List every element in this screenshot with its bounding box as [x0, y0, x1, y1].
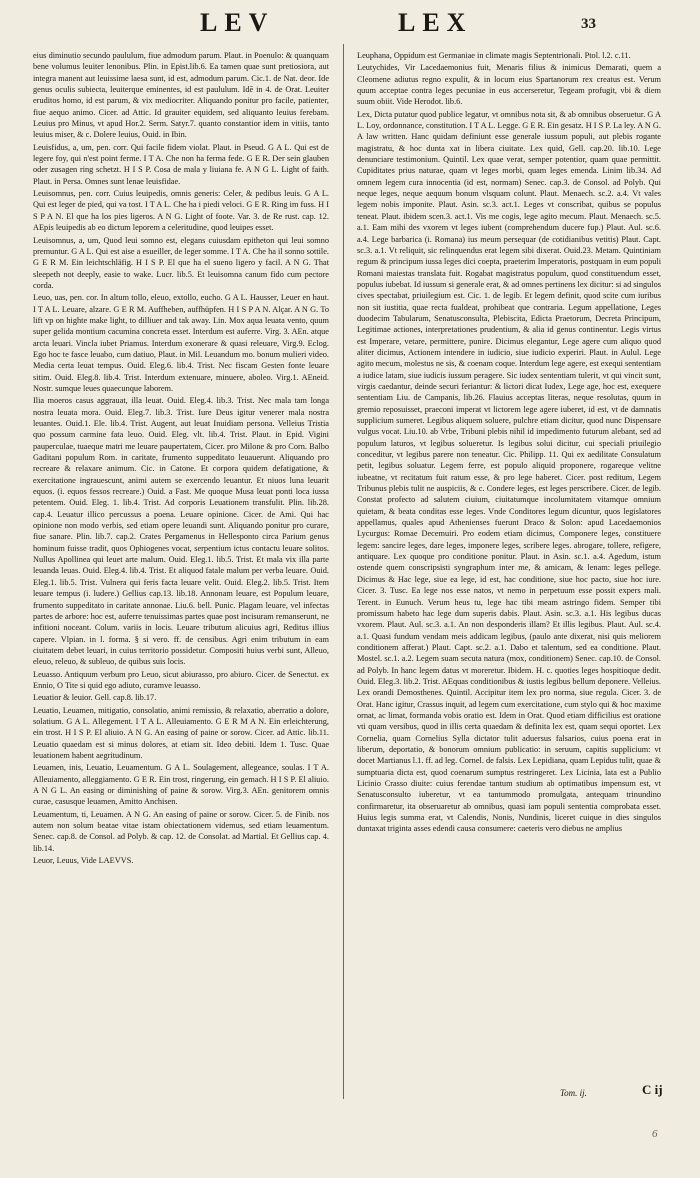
- dictionary-entry: Leuamen, inis, Leuatio, Leuamentum. G A L. Soulagement, allegeance, soulas. I T A. Alleuiamento, alleggiamento. G E R. Ein trost, ringerung, ein gemach. H I S P. El aliuio. A N G L. An easing or diminishing of paine & sorow. Virg.3. AEn. genitorem omnis curae, casusque leuamen, Amitto Anchisen.: [33, 763, 329, 807]
- right-column: [357, 50, 661, 836]
- dictionary-entry: Leutychides, Vir Lacedaemonius fuit, Menaris filius & inimicus Demarati, quem a Cleomene adiutus regno expulit, & in locum eius Spartanorum rex creatus est. Verum quum acceptae contra leges pecuniae in eus accerseretur, Tegeam profugit, vbi & diem suum obiit. Vide Herodot. lib.6.: [357, 63, 661, 107]
- page-header: [0, 8, 700, 40]
- dictionary-entry: eius diminutio secundo paululum, fiue admodum parum. Plaut. in Poenulo: & quanquam bene volumus leuiter lenonibus. Plin. in Epist.lib.6. Ea tamen quae sunt pretiosiora, aut integra manent aut leuissime laesa sunt, id est, admodum parum. Cic.1. de Nat. deor. Ide genus oculis subiecta, leuiterque eminentes, id est paululum. Idē in 4. de Orat. Leuiter eruditos homo, id est parum, & vix mediocriter. Aliquando ponitur pro facile, patienter, fiue aequo animo. Cicer. ad Attic. Id grauiter equidem, sed aliquanto leuius ferebam. Leuius pro Minus, vt apud Hor.2. Serm. Satyr.7. quanto constantior idem in vitiis, tanto leuius miser, & c. Dolere leuius, Ouid. in Ibin.: [33, 51, 329, 140]
- dictionary-entry: Leuisomnus, a, um, Quod leui somno est, elegans cuiusdam epitheton qui leui somno premuntur. G A L. Qui est aise a esueiller, de leger somme. I T A. Che ha il sonno sottile. G E R M. Ein leichtschläfig. H I S P. El que ha el sueno ligero y facil. A N G. That sleepeth not deeply, easie to wake. Lucr. lib.5. Et leuisomna canum fido cum pectore corda.: [33, 235, 329, 290]
- signature-mark: C ij: [642, 1082, 663, 1097]
- column-rule: [343, 44, 344, 1099]
- dictionary-entry: Leuasso. Antiquum verbum pro Leuo, sicut abiurasso, pro abiuro. Cicer. de Senectut. ex Ennio, O Tite si quid ego adiuto, curamve leuasso.: [33, 669, 329, 690]
- left-column: [33, 50, 329, 867]
- running-head-left: LEV: [200, 8, 275, 37]
- running-head-right: LEX: [398, 8, 473, 37]
- dictionary-entry: Leuo, uas, pen. cor. In altum tollo, eleuo, extollo, eucho. G A L. Hausser, Leuer en haut. I T A L. Leuare, alzare. G E R M. Auffheben, auffhüpfen. H I S P A N. Alçar. A N G. To lift vp on highte make light, to dilliuer and tak away. Lin. Mox aqua leuata vento, quum super gelida montium cacumina concreta esset. Interdum est auferre. Virg. 3. AEn. atque arcta leuari. Vincla iubet Priamus. Interdum exonerare & quasi releuare, Virg.9. Eclog. Ego hoc te fasce leuabo, cum datiuo, Plaut. in Mil. Leuandum mo. bonum mulieri video. Media certa leuat tempus. Ouid. Eleg.6. lib.4. Trist. Nec fiscam Gesten fonte leuare sitim. Ouid. Eleg.8. lib.4. Trist. Interdum extenuare, minuere, aboleo. Virg.1. AEneid. Nostr. sumque leues quaecunque laborem.: [33, 293, 329, 393]
- volume-label: Tom. ij.: [560, 1088, 587, 1098]
- page-number: 33: [581, 16, 596, 32]
- page-footer: [0, 1082, 700, 1108]
- dictionary-entry: Leuisomnus, pen. corr. Cuius leuipedis, omnis generis: Celer, & pedibus leuis. G A L. Qui est leger de pied, qui va tost. I T A L. Che ha i piedi veloci. G E R. Ring im fuss. H I S P A N. El que ha los pies ligeros. A N G. Light of foote. Var. 3. de Re rust. cap. 12. AEpis leuipedis ab eo dictum leporem a celeritudine, quod leuipes esset.: [33, 189, 329, 233]
- dictionary-entry: Leuisfidus, a, um, pen. corr. Qui facile fidem violat. Plaut. in Pseud. G A L. Qui est de legere foy, qui n'est point ferme. I T A. Che non ha ferma fede. G E R. Der sein glauben oder zusagen ring schetzt. H I S P. Cosa de mala y liuiana fe. A N G L. Light of faith. Plaut. in Persa. Omnes sunt lenae leuisfidae.: [33, 142, 329, 186]
- dictionary-entry: Lex, Dicta putatur quod publice legatur, vt omnibus nota sit, & ab omnibus obseruetur. G A L. Loy, ordonnance, constitution. I T A L. Legge. G E R. Ein gesatz. H I S P. La ley. A N G. A law written. Hanc quidam definiunt esse generale iussum populi, aut plebis rogante magistratu, & hoc dunta xat in libera ciuitate. Lex quid, Gell. cap.20. lib.10. Lege denunciare testimonium. Quintil. Lex quae verat, semper potentior, quam quae permittit. Cupiditates prius naturae, quam vt leges morbi, quam leges emenda. Linim lib.34. Ad omnem legem cura innocentia (id est, normam) Senec. cap.3. de Consol. ad Polyb. Qui neque leges, neque aequum bonum vlsquam colunt. Plaut. Menaech. sc.2. a.4. Vt vales legem nobis imponite. Plaut. Asin. sc.3. act.1. Leges vt conscribat, quibus se populus teneat. Plaut. ibidem scen.3. act.1. Vis me cogis, lege agito mecum. Plaut. Menaech. sc.5. a.1. Eam mihi des vxorem vt leges iubent (comprehendum ducere fup.) Plaut. Aul. sc.6. a.4. Lege barbarica (i. Romana) ius meum persequar (de cotidianibus vetitis) Plaut. Capt. sc.3. a.1. Vt reliquit, sic relinquendus erat legem sibi dixerat. Ouid.23. Metam. Quintiniam regum & principum iussa leges dici coepta, praeterim Imperatoris, postquam in eum populi Romani maiestas translata fuit. Rogabat magistratus populum, quod constituendum esset, populus iubebat. Id iussum si generale erat, & ad omnes pertinens lex dicitur: si ad singulos cives spectabat, priuilegium est. Cic. 1. de legib. Et legem definit, quod scite cum iuribus non sit iustitia, quae recta fualdeat, prohibeat que contraria. Legum appellatione, Leges duodecim Tabularum, Senatusconsulta, Plebiscita, Edicta Praetorum, Decreta Principum, Legitimae actiones, interpretationes prudentium, & alia id genus continentur. Legis virtus est Imperare, vetare, permittere, punire. Dicimus elegantur, Lege agere cum aliquo quod aliter dicimus, Actionem intendere in iudicio, siue iudicio experiri. Plaut. in Aulul. Lege agito mecum, molestus ne sis, & coenam coque. Interdum lege agere, est exequi sententiam a iudice latam, siue iudicis iussum peragere. Sic iudex sententiam tulerit, vt qui vincit sunt, virgis caedantur, deinde securi feriantur: & lictori dicat Iudex, Lege age, hoc est, exequere sententiam Liu. de Campanis, lib.26. Flauius acceptas literas, neque resolutas, quum in gremio reposuisset, praeconi imperat vt lictorem lege agere iuberet, id est, vt de damnatis supplicium sumeret. Legibus aliquem soluere, pulchre etiam dicitur, quod nunc Dispensare vulgus vocat. Liu.10. ab Vrbe, Tribuni plebis nihil id impedimento futurum alebant, sed ad populum laturos, vt legibus solueretur. Is legibus solui dicitur, cui speciali priuilegio conceditur, vt legibus parere non teneatur. Cic. Philipp. 11. Qui ex aedilitate Consulatum petit, legibus soluatur. Legem ferre, est populo aliquid proponere, rogareque velitne iubeatne, vt recitatum fuit ratum esse, & pro lege haberet. Cicer. post reditum, Legem Tribunus plebis tulit ne auspiciis, & c. Condere leges, est leges perscribere. Cicer. de legib. Constat profecto ad salutem ciuium, ciuitatumque incolumitatem vitamque omnium quietam, & beata conditas esse leges. Vnde Conditores legum dicuntur, quos legislatores appellamus, quales apud Athenienses fuerunt Draco & Solon: apud Lacedaemonios Lycurgus: Romae Decemuiri. Pro eodem etiam dicimus, Componere leges, constituere legem: sancire leges, dare leges, imponere leges, scribere leges. abrogare, tollere, refigere, antiquare. Lex quoque pro conditione ponitur. Plaut. in Asin. sc.1. a.4. Agedum, istum ostende quem conscripsisti syngraphum inter me, & amicam, & lenam: leges pellege. Dicimus & Hac lege, siue ea lege, id est, hac conditione, siue hoc pacto, siue hoc iure. Cicer. 3. Tusc. Ea lege nos esse natos, vt nemo in perpetuum esse possit expers mali. Terent. in Eunuch. Verum heus tu, lege hac tibi meam astringo fidem. Semper tibi promissum habeto hac lege dum superis dabis. Plaut. Asin. sc.3. a.1. His legibus ducas vxorem. Plaut. Aul. sc.3. a.1. An non desponderis illam? Et illis legibus. Plaut. Aul. sc.4. a.1. Quasi fundum vendam meis addicam legibus, (paulo ante dixerat, nisi quis meliorem conditionem afferat.) Plaut. Capt. sc.2. a.1. Dabo et talentum, sed ea conditione. Plaut. Mostel. sc.1. a.2. Legem suam secuta natura (mox, conditionem) Senec. cap.10. de Consol. ad Polyb. In hanc legem datus vt moreretur. Ibidem. H. c. quoties leges hospitioque dedit. Ouid. Eleg.3. lib.2. Trist. AEquas conditionibus & iustis legibus bellum deponere. Velleius. Lex orandi Demosthenes. Quintil. Accipitur item lex pro norma, siue regula. Cicer. 3. de Orat. Hanc igitur, Crassus inquit, ad legem cum exercitatione, cum stylo qui & hoc maxime ornat, ac limat, formanda vobis oratio est. Idem in Orat. Quod etiam difficilius est oratione vti quam versibus, quod in illis certa quaedam & definita lex est, quam sequi oportet. Lex Cornelia, quam Cornelius Sylla dictator tulit aduersus falsarios, cuius poena erat in liberum, deportatio, & bonorum omnium publicatio: in seruum, capitis supplicium: vt docet Martianus l.1. ff. ad leg. Cornel. de falsis. Lex Lepidiana, quam Lepidus tulit, quae & sumptuaria dicta est, quod coenarum sumptus restringeret. Lex Licinia, lata est a Publio Licinio Crasso diuite: cuius ferendae tantum studium ab optimatibus impensum est, vt Senatusconsulto iuberetur, vt ea tantummodo promulgata, antequam trinundino confirmaretur, ita obseruaretur ab omnibus, quasi iam populi sententia comprobata esset. Huius legis summa erat, vt Calendis, Nonis, Nundinis, liceret cuique in dies singulos duntaxat triginta asses edendi causa consumere: caeteris vero diebus ne amplius: [357, 109, 661, 834]
- dictionary-entry: Leuor, Leuus, Vide LAEVVS.: [33, 856, 134, 866]
- dictionary-entry: Leuatio, Leuamen, mitigatio, consolatio, animi remissio, & relaxatio, aberratio a dolore, solatium. G A L. Allegement. I T A L. Alleuiamento. G E R M A N. Ein erleichterung, ein trost. H I S P. El aliuio. A N G. An easing of paine or sorow. Cicer. ad Attic. lib.11. Leuatio quaedam est si minus dolores, at etiam sit. Ideo debiti. Idem 1. Tusc. Quae leuationem habent aegritudinum.: [33, 705, 329, 760]
- margin-annotation: 6: [652, 1128, 658, 1140]
- dictionary-entry: Leuphana, Oppidum est Germaniae in climate magis Septentrionali. Ptol. l.2. c.11.: [357, 51, 631, 60]
- dictionary-entry: Leuatior & leuior. Gell. cap.8. lib.17.: [33, 693, 157, 703]
- dictionary-entry: Ilia moeros casus aggrauat, illa leuat. Ouid. Eleg.4. lib.3. Trist. Nec mala tam longa nostra leuata mora. Ouid. Eleg.7. lib.3. Trist. Iure Deus igitur venerer mala nostra leuantes. Ouid.1. Ele. lib.4. Trist. Augent, aut leuat Inuidiam persona. Velleius Tristia quo possum carmine fata leuo. Ouid. Eleg. vlt. lib.4. Trist. Plaut. in Epid. Vigini pauperculae, tuaeque matri me leuare paupertatem, Cicer. pro Milone & pro Corn. Balbo Gaditani populum Rom. in caritate, frumento suppeditato leuauerunt. Aliquando pro recreare & relaxare animum. Cic. in Catone. Et corpora quidem defatigatione, & exercitatione ingrauescunt, animi autem se exercendo leuantur. Et niuos luna leuarit equos. (i. equos fessos recreare.) Ouid. a Fast. Me quoque Musa leuat ponti loca iussa petentem. Ouid. Eleg. 1. lib.4. Trist. Ad corporis Leuationem transfulit. Plin. lib.28. cap.4. Leuatur illico percussus a poena. Leuare opinione. Cicer. de Ami. Qui hac opinione non modo verbis, sed etiam opere leuandi sunt. Aliquando ponitur pro curare, fiue sanare. Plin. lib.7. cap.2. Crates Pergamenus in Hellesponto circa Parium genus hominum fuisse tradit, quos Ophiogenes vocat, serpentium ictus contactu leuare solitos. Nullus Apollinea qui leuet arte malum. Ouid. Eleg.1. lib.5. Trist. Et mala vix illa parte leuanda leuas. Ouid. Eleg.4. lib.4. Trist. Et aliquod fatale malum per verba leuare. Ouid. Eleg.1. lib.5. Trist. Vulnera qui feris facta leuare velit. Ouid. Eleg.2. lib.5. Trist. Item leuare tempus (i. ludere.) Gellius cap.13. lib.18. Annonam leuare, est Populum leuare, frumento suppeditato in caritate annonae. Liu.6. bell. Punic. Plagam leuare, vel infectas partes de arbore: hoc est, auferre tenuissimas partes quae post incisuram remanserunt, ne infitioni noceant. Colum. variis in locis. Leuare tributum alicuius agri, Reditus illius capere. Vlpian. in l. forma. § si vero. ff. de censibus. Agri enim tributum in eam ciuitatem debet leuari, in cuius territorio possidetur. Compositi huius verbi sunt, Alleuo, eleuo, releuo, & subleuo, de quibus suis locis.: [33, 396, 329, 667]
- dictionary-entry: Leuamentum, ti, Leuamen. A N G. An easing of paine or sorow. Cicer. 5. de Finib. nos autem non solum beatae vitae istam obiectationem videmus, sed etiam leuamentum. Senec. cap.8. de Consol. ad Polyb. & cap. 12. de Consolat. ad Martial. Et Gellius cap. 4. lib.14.: [33, 809, 329, 853]
